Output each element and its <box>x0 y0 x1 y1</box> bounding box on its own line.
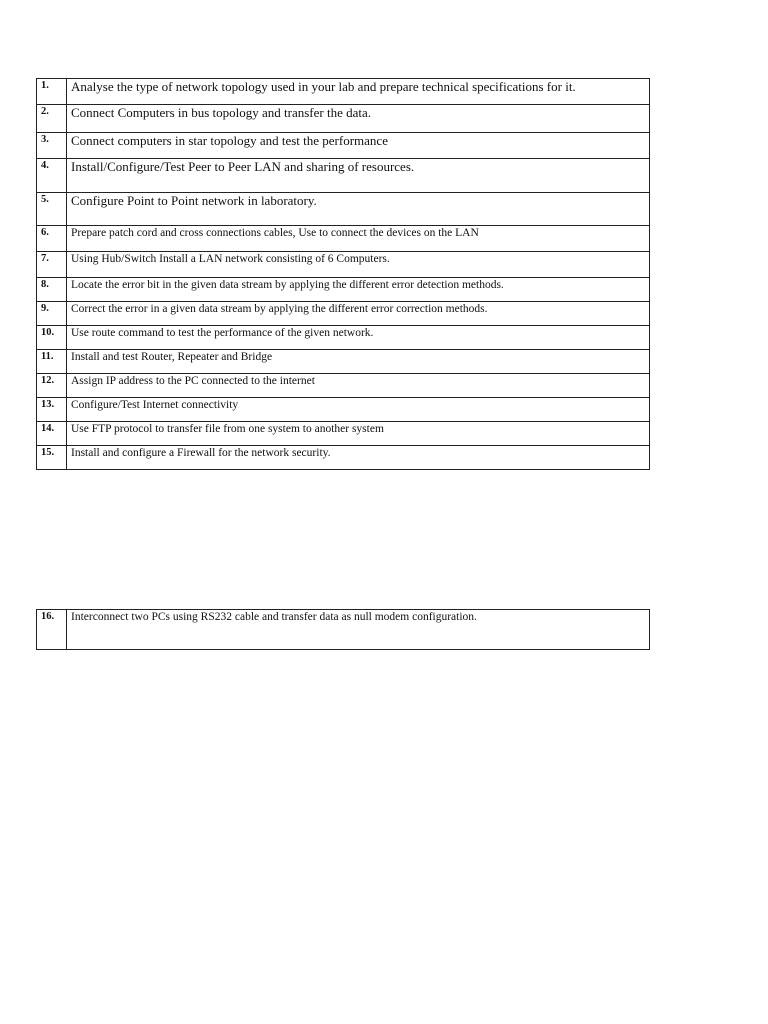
experiment-extra-table <box>36 609 650 650</box>
table-row <box>37 398 650 422</box>
row-number: 16. <box>37 610 67 650</box>
row-text: Interconnect two PCs using RS232 cable and transfer data as null modem configuration. <box>67 610 650 650</box>
row-text: Use FTP protocol to transfer file from one system to another system <box>67 422 650 446</box>
row-number: 3. <box>37 133 67 159</box>
row-number: 5. <box>37 193 67 226</box>
row-number: 4. <box>37 159 67 193</box>
experiment-list-table <box>36 78 650 470</box>
row-text: Using Hub/Switch Install a LAN network consisting of 6 Computers. <box>67 252 650 278</box>
row-text: Prepare patch cord and cross connections cables, Use to connect the devices on the LAN <box>67 226 650 252</box>
table-row <box>37 278 650 302</box>
row-number: 14. <box>37 422 67 446</box>
table-row <box>37 302 650 326</box>
table-row <box>37 252 650 278</box>
row-text: Assign IP address to the PC connected to the internet <box>67 374 650 398</box>
row-number: 13. <box>37 398 67 422</box>
row-number: 15. <box>37 446 67 470</box>
row-text: Configure/Test Internet connectivity <box>67 398 650 422</box>
row-text: Analyse the type of network topology used in your lab and prepare technical specifications for it. <box>67 79 650 105</box>
row-text: Correct the error in a given data stream by applying the different error correction methods. <box>67 302 650 326</box>
row-number: 7. <box>37 252 67 278</box>
row-text: Use route command to test the performance of the given network. <box>67 326 650 350</box>
table-row <box>37 326 650 350</box>
row-text: Locate the error bit in the given data stream by applying the different error detection methods. <box>67 278 650 302</box>
row-text: Configure Point to Point network in laboratory. <box>67 193 650 226</box>
row-number: 1. <box>37 79 67 105</box>
row-number: 9. <box>37 302 67 326</box>
table-row <box>37 226 650 252</box>
row-number: 11. <box>37 350 67 374</box>
table-row <box>37 610 650 650</box>
row-number: 12. <box>37 374 67 398</box>
table-row <box>37 422 650 446</box>
table-row <box>37 446 650 470</box>
table-row <box>37 159 650 193</box>
row-number: 6. <box>37 226 67 252</box>
row-number: 2. <box>37 105 67 133</box>
table-row <box>37 193 650 226</box>
table-row <box>37 133 650 159</box>
row-number: 10. <box>37 326 67 350</box>
row-text: Install and test Router, Repeater and Bridge <box>67 350 650 374</box>
table-row <box>37 374 650 398</box>
row-text: Install and configure a Firewall for the network security. <box>67 446 650 470</box>
row-text: Install/Configure/Test Peer to Peer LAN and sharing of resources. <box>67 159 650 193</box>
row-number: 8. <box>37 278 67 302</box>
row-text: Connect computers in star topology and test the performance <box>67 133 650 159</box>
table-row <box>37 350 650 374</box>
table-row <box>37 79 650 105</box>
row-text: Connect Computers in bus topology and transfer the data. <box>67 105 650 133</box>
table-row <box>37 105 650 133</box>
